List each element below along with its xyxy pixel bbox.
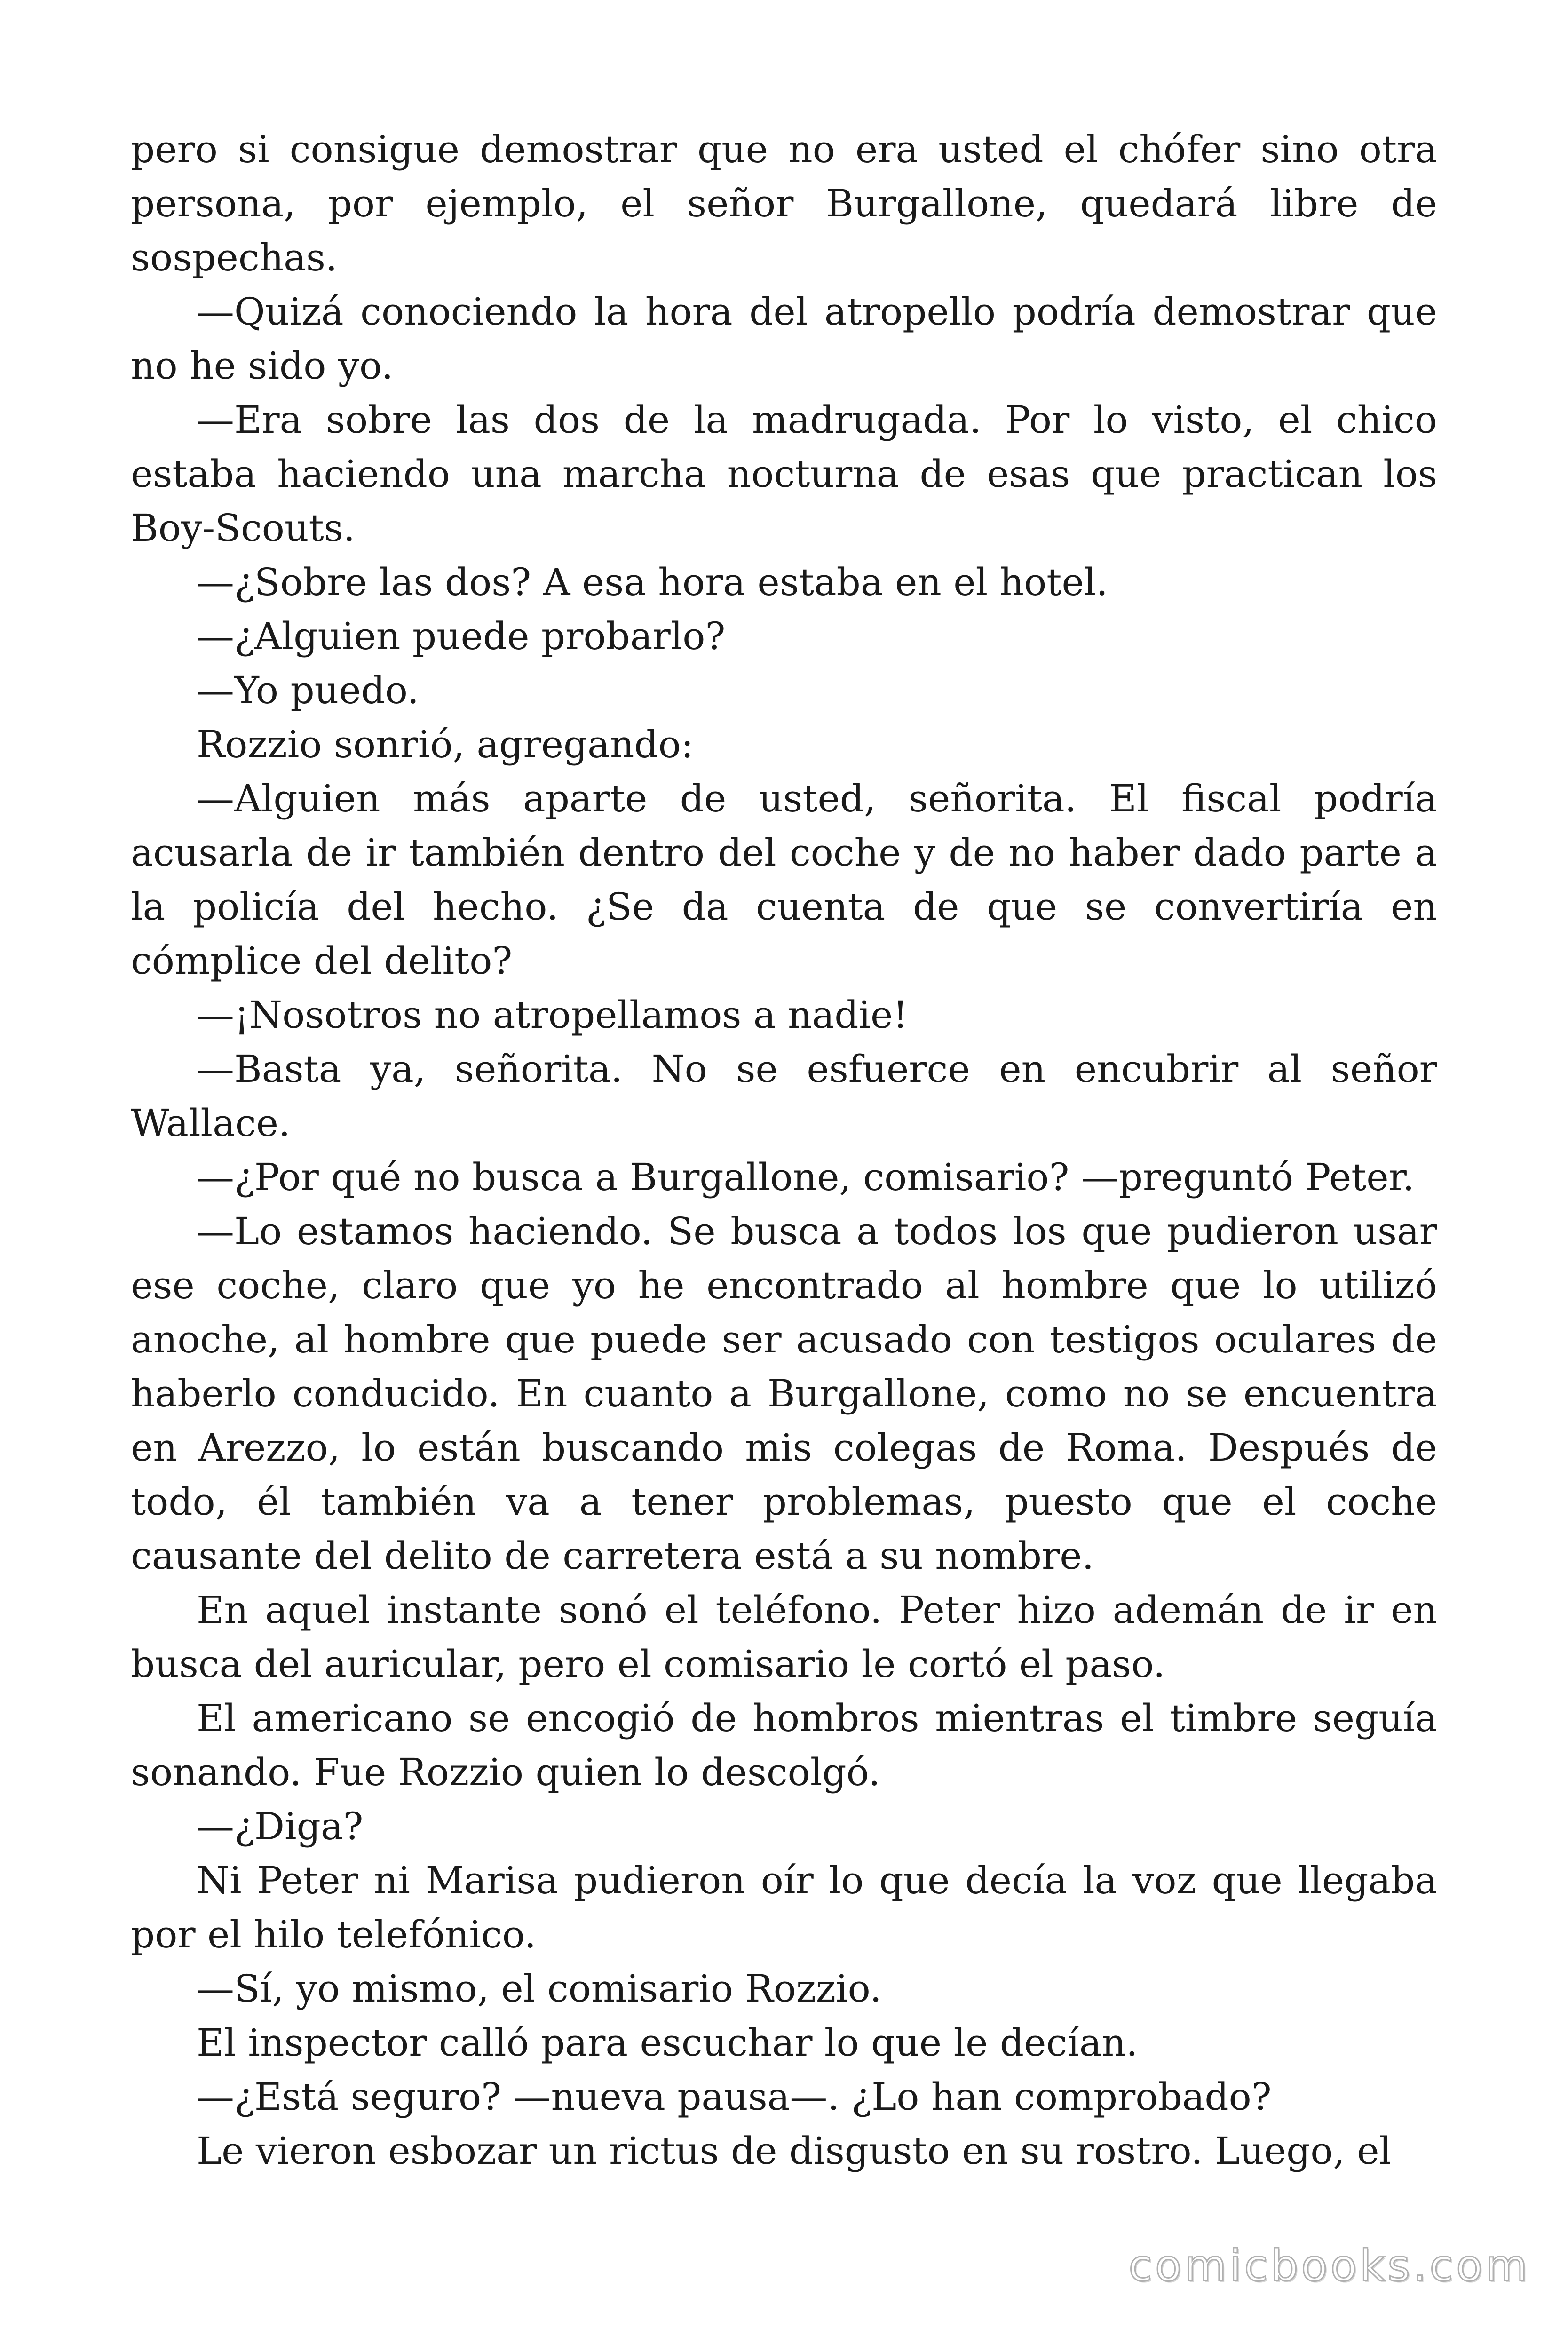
paragraph: pero si consigue demostrar que no era usted el chófer sino otra persona, por ejemplo, el señor Burgallone, quedará libre de sospechas. (131, 127, 1437, 279)
paragraph: Rozzio sonrió, agregando: (197, 723, 694, 766)
paragraph: —Quizá conociendo la hora del atropello podría demostrar que no he sido yo. (131, 290, 1437, 388)
watermark: comicbooks.com (1128, 2241, 1530, 2291)
paragraph: En aquel instante sonó el teléfono. Peter hizo ademán de ir en busca del auricular, pero el comisario le cortó el paso. (131, 1588, 1437, 1686)
paragraph: —¿Alguien puede probarlo? (197, 614, 726, 658)
paragraph: —Yo puedo. (197, 668, 419, 712)
paragraph: Le vieron esbozar un rictus de disgusto en su rostro. Luego, el (197, 2129, 1392, 2173)
paragraph: El americano se encogió de hombros mientras el timbre seguía sonando. Fue Rozzio quien lo descolgó. (131, 1696, 1437, 1794)
paragraph: —¿Sobre las dos? A esa hora estaba en el hotel. (197, 560, 1108, 604)
paragraph: El inspector calló para escuchar lo que le decían. (197, 2021, 1138, 2065)
paragraph: —¿Diga? (197, 1804, 364, 1848)
paragraph: Ni Peter ni Marisa pudieron oír lo que decía la voz que llegaba por el hilo telefónico. (131, 1859, 1437, 1956)
paragraph: —Sí, yo mismo, el comisario Rozzio. (197, 1967, 882, 2010)
paragraph: —Alguien más aparte de usted, señorita. El fiscal podría acusarla de ir también dentro del coche y de no haber dado parte a la policía del hecho. ¿Se da cuenta de que se convertiría en cómplice del delito? (131, 777, 1437, 983)
paragraph: —¿Por qué no busca a Burgallone, comisario? —preguntó Peter. (197, 1155, 1415, 1199)
page-text (131, 122, 1437, 2178)
paragraph: —¿Está seguro? —nueva pausa—. ¿Lo han comprobado? (197, 2075, 1272, 2119)
paragraph: —Basta ya, señorita. No se esfuerce en encubrir al señor Wallace. (131, 1047, 1437, 1145)
paragraph: —Era sobre las dos de la madrugada. Por lo visto, el chico estaba haciendo una marcha nocturna de esas que practican los Boy-Scouts. (131, 398, 1437, 550)
paragraph: —Lo estamos haciendo. Se busca a todos los que pudieron usar ese coche, claro que yo he encontrado al hombre que lo utilizó anoche, al hombre que puede ser acusado con testigos oculares de haberlo conducido. En cuanto a Burgallone, como no se encuentra en Arezzo, lo están buscando mis colegas de Roma. Después de todo, él también va a tener problemas, puesto que el coche causante del delito de carretera está a su nombre. (131, 1209, 1437, 1578)
paragraph: —¡Nosotros no atropellamos a nadie! (197, 993, 908, 1037)
